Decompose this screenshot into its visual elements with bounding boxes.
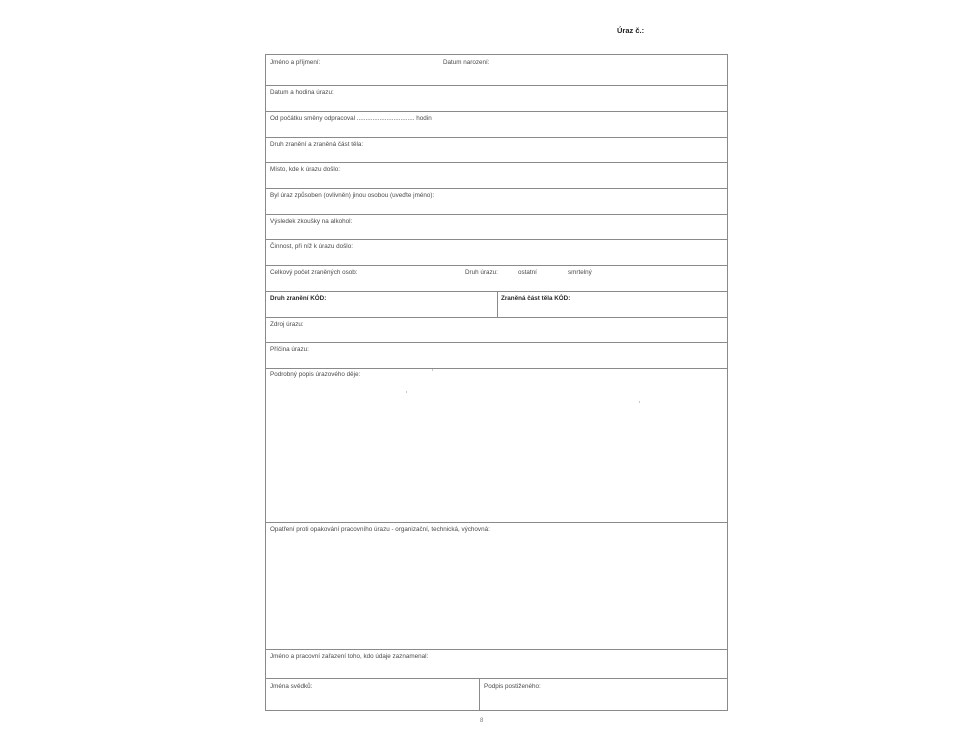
signature-label: Podpis postiženého: [484,683,541,690]
scan-speck [406,391,407,393]
cause-row [266,343,727,369]
description-label: Podrobný popis úrazového děje: [270,371,361,378]
name-label: Jméno a příjmení: [270,59,321,66]
source-label: Zdroj úrazu: [270,321,304,328]
measures-row [266,523,727,650]
total-injured-label: Celkový počet zraněných osob: [270,269,358,276]
signature-row [266,679,727,710]
caused-by-label: Byl úraz způsoben (ovlivněn) jinou osobou (uveďte jméno): [270,192,435,199]
place-label: Místo, kde k úrazu došlo: [270,166,340,173]
measures-label: Opatření proti opakování pracovního úrazu - organizační, technická, výchovná: [270,526,490,533]
shift-row [266,112,727,138]
codes-row [266,292,727,318]
body-part-code-cell [498,292,727,317]
injury-code-label: Druh zranění KÓD: [270,295,327,302]
injury-type-row [266,138,727,163]
injury-type-body-part-label: Druh zranění a zraněná část těla: [270,141,364,148]
signature-cell [480,679,727,710]
activity-row [266,240,727,266]
page-number: 8 [480,718,484,724]
injury-code-cell [266,292,498,317]
date-time-label: Datum a hodina úrazu: [270,89,334,96]
recorder-row [266,650,727,679]
cause-label: Příčina úrazu: [270,346,309,353]
injury-kind-fatal: smrtelný [568,269,592,276]
injured-count-row [266,266,727,292]
scan-speck [432,369,433,371]
witnesses-cell [266,679,480,710]
injury-kind-label: Druh úrazu: [465,269,498,276]
source-row [266,318,727,343]
name-row [266,55,727,86]
activity-label: Činnost, při níž k úrazu došlo: [270,243,353,250]
recorder-label: Jméno a pracovní zařazení toho, kdo údaje zaznamenal: [270,653,429,660]
shift-hours-label: Od počátku směny odpracoval ................................. hodin [270,115,432,122]
description-row [266,369,727,523]
alcohol-test-row [266,215,727,240]
injury-record-form [265,54,728,711]
date-time-row [266,86,727,112]
birth-date-label: Datum narození: [443,59,490,66]
injury-kind-other: ostatní [518,269,537,276]
witnesses-label: Jména svědků: [270,683,313,690]
caused-by-row [266,189,727,215]
place-row [266,163,727,189]
scan-speck [639,401,640,403]
body-part-code-label: Zraněná část těla KÓD: [501,295,571,302]
injury-number-label: Úraz č.: [617,26,645,35]
alcohol-test-label: Výsledek zkoušky na alkohol: [270,218,353,225]
